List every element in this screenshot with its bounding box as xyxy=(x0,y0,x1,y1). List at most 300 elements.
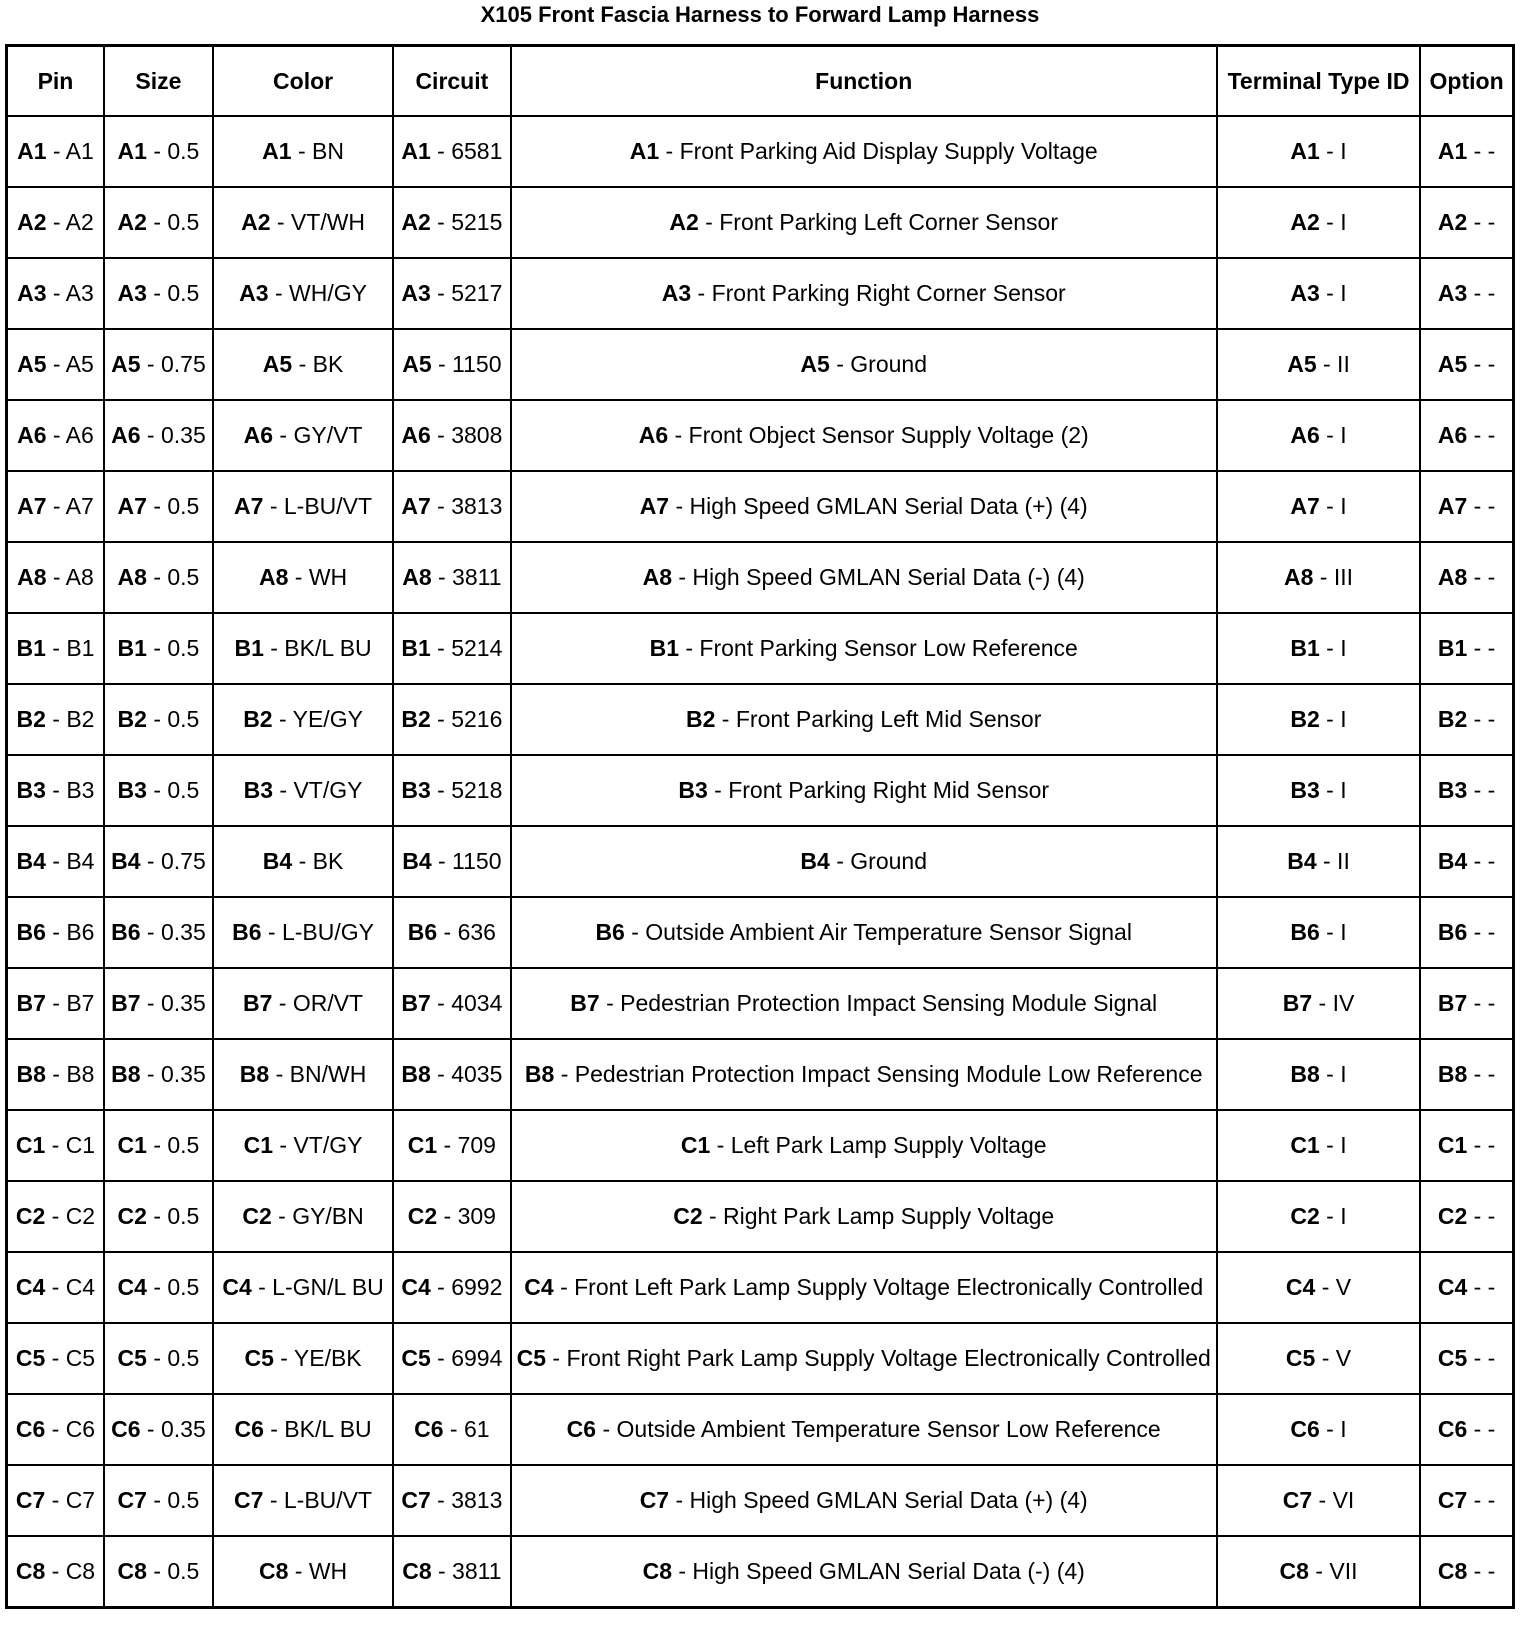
color-cell xyxy=(213,684,393,755)
cell-value: - Pedestrian Protection Impact Sensing Module Signal xyxy=(599,990,1158,1016)
cell-value: - BK xyxy=(292,351,344,377)
function-cell xyxy=(511,1110,1217,1181)
cavity-id: C5 xyxy=(401,1345,431,1371)
pin-cell xyxy=(7,1110,104,1181)
function-cell xyxy=(511,542,1217,613)
cell-value: - VT/GY xyxy=(273,777,363,803)
header-color: Color xyxy=(213,46,393,117)
header-size: Size xyxy=(104,46,213,117)
cavity-id: B2 xyxy=(16,706,46,732)
cavity-id: A6 xyxy=(243,422,274,448)
color-cell xyxy=(213,1039,393,1110)
cavity-id: C2 xyxy=(15,1203,46,1229)
cavity-id: C2 xyxy=(673,1203,703,1229)
pin-cell xyxy=(7,258,104,329)
cavity-id: A5 xyxy=(800,351,830,377)
cavity-id: B1 xyxy=(234,635,264,661)
cell-value: - Front Right Park Lamp Supply Voltage Electronically Controlled xyxy=(546,1345,1211,1371)
cell-value: - L-BU/VT xyxy=(263,1487,373,1513)
cell-value: - A7 xyxy=(46,493,94,519)
cell-value: - 61 xyxy=(443,1416,490,1442)
cell-value: - A3 xyxy=(46,280,94,306)
cavity-id: B6 xyxy=(111,919,141,945)
function-cell xyxy=(511,1394,1217,1465)
function-cell xyxy=(511,471,1217,542)
size-cell xyxy=(104,542,213,613)
cavity-id: B6 xyxy=(407,919,438,945)
cell-value: - I xyxy=(1319,919,1347,945)
size-cell xyxy=(104,684,213,755)
cavity-id: A2 xyxy=(17,209,47,235)
cell-value: - VT/GY xyxy=(273,1132,363,1158)
terminal-type-cell xyxy=(1217,1465,1420,1536)
cavity-id: C8 xyxy=(642,1558,672,1584)
cell-value: - YE/GY xyxy=(272,706,363,732)
cavity-id: B7 xyxy=(1282,990,1313,1016)
color-cell xyxy=(213,1536,393,1608)
cavity-id: A2 xyxy=(401,209,431,235)
cavity-id: B4 xyxy=(111,848,141,874)
cell-value: - V xyxy=(1315,1345,1352,1371)
color-cell xyxy=(213,897,393,968)
function-cell xyxy=(511,258,1217,329)
size-cell xyxy=(104,1465,213,1536)
cell-value: - 0.5 xyxy=(146,706,200,732)
terminal-type-cell xyxy=(1217,1039,1420,1110)
cavity-id: A3 xyxy=(17,280,47,306)
function-cell xyxy=(511,329,1217,400)
cell-value: - Front Object Sensor Supply Voltage (2) xyxy=(668,422,1089,448)
function-cell xyxy=(511,1536,1217,1608)
cell-value: - 0.5 xyxy=(146,1132,200,1158)
cavity-id: A8 xyxy=(117,564,147,590)
terminal-type-cell xyxy=(1217,1110,1420,1181)
table-row xyxy=(7,968,1514,1039)
cell-value: - A5 xyxy=(46,351,94,377)
cavity-id: B8 xyxy=(1437,1061,1468,1087)
cavity-id: A6 xyxy=(638,422,669,448)
cell-value: - C1 xyxy=(45,1132,96,1158)
size-cell xyxy=(104,1394,213,1465)
cell-value: - - xyxy=(1467,1487,1496,1513)
table-row xyxy=(7,1252,1514,1323)
cell-value: - Pedestrian Protection Impact Sensing Module Low Reference xyxy=(554,1061,1203,1087)
cell-value: - 0.5 xyxy=(146,1487,200,1513)
cell-value: - Front Parking Right Mid Sensor xyxy=(707,777,1050,803)
cell-value: - B8 xyxy=(45,1061,95,1087)
terminal-type-cell xyxy=(1217,542,1420,613)
cavity-id: A7 xyxy=(234,493,264,519)
circuit-cell xyxy=(393,471,510,542)
pin-cell xyxy=(7,1536,104,1608)
cell-value: - - xyxy=(1467,1274,1496,1300)
cell-value: - - xyxy=(1467,706,1496,732)
cell-value: - 1150 xyxy=(431,351,502,377)
cavity-id: C5 xyxy=(15,1345,46,1371)
function-cell xyxy=(511,968,1217,1039)
circuit-cell xyxy=(393,1252,510,1323)
table-row xyxy=(7,897,1514,968)
cell-value: - BN/WH xyxy=(269,1061,367,1087)
terminal-type-cell xyxy=(1217,471,1420,542)
cell-value: - L-BU/VT xyxy=(263,493,373,519)
cavity-id: B2 xyxy=(686,706,716,732)
pin-cell xyxy=(7,329,104,400)
cavity-id: C8 xyxy=(1437,1558,1468,1584)
cell-value: - 3811 xyxy=(431,564,502,590)
terminal-type-cell xyxy=(1217,897,1420,968)
cavity-id: B1 xyxy=(649,635,679,661)
cavity-id: C7 xyxy=(234,1487,264,1513)
cell-value: - - xyxy=(1467,635,1496,661)
cavity-id: B3 xyxy=(243,777,274,803)
cavity-id: B3 xyxy=(401,777,431,803)
cavity-id: A8 xyxy=(1284,564,1314,590)
color-cell xyxy=(213,542,393,613)
cavity-id: C5 xyxy=(1285,1345,1316,1371)
cell-value: - Front Parking Aid Display Supply Voltage xyxy=(659,138,1098,164)
cell-value: - 0.5 xyxy=(146,493,200,519)
cavity-id: A3 xyxy=(1437,280,1468,306)
cavity-id: C2 xyxy=(407,1203,438,1229)
option-cell xyxy=(1420,329,1513,400)
cavity-id: C1 xyxy=(1437,1132,1468,1158)
cell-value: - C6 xyxy=(45,1416,96,1442)
cavity-id: B1 xyxy=(401,635,431,661)
cavity-id: B3 xyxy=(117,777,147,803)
cavity-id: C5 xyxy=(516,1345,547,1371)
cavity-id: B7 xyxy=(111,990,141,1016)
table-row xyxy=(7,1536,1514,1608)
table-row xyxy=(7,613,1514,684)
cavity-id: C6 xyxy=(1290,1416,1320,1442)
color-cell xyxy=(213,1465,393,1536)
option-cell xyxy=(1420,1536,1513,1608)
cavity-id: A1 xyxy=(1290,138,1320,164)
cavity-id: B7 xyxy=(16,990,46,1016)
cavity-id: A3 xyxy=(661,280,692,306)
table-row xyxy=(7,187,1514,258)
table-row xyxy=(7,400,1514,471)
cell-value: - YE/BK xyxy=(273,1345,362,1371)
cavity-id: C6 xyxy=(414,1416,444,1442)
header-pin: Pin xyxy=(7,46,104,117)
cavity-id: B4 xyxy=(16,848,46,874)
cavity-id: C2 xyxy=(117,1203,147,1229)
cell-value: - I xyxy=(1319,1061,1347,1087)
cell-value: - - xyxy=(1467,919,1496,945)
header-circuit: Circuit xyxy=(393,46,510,117)
size-cell xyxy=(104,613,213,684)
color-cell xyxy=(213,471,393,542)
size-cell xyxy=(104,1323,213,1394)
cavity-id: A5 xyxy=(17,351,47,377)
cell-value: - B1 xyxy=(45,635,95,661)
cavity-id: C2 xyxy=(1290,1203,1320,1229)
table-row xyxy=(7,542,1514,613)
circuit-cell xyxy=(393,1181,510,1252)
cell-value: - I xyxy=(1319,209,1347,235)
cell-value: - 0.35 xyxy=(140,422,206,448)
cell-value: - Front Parking Sensor Low Reference xyxy=(678,635,1078,661)
cell-value: - - xyxy=(1467,564,1496,590)
terminal-type-cell xyxy=(1217,613,1420,684)
cavity-id: C6 xyxy=(1437,1416,1468,1442)
circuit-cell xyxy=(393,897,510,968)
table-body xyxy=(7,116,1514,1608)
cavity-id: A2 xyxy=(1437,209,1468,235)
cavity-id: B2 xyxy=(1437,706,1468,732)
cell-value: - Left Park Lamp Supply Voltage xyxy=(710,1132,1047,1158)
option-cell xyxy=(1420,1252,1513,1323)
cavity-id: C6 xyxy=(15,1416,46,1442)
cell-value: - 0.75 xyxy=(140,351,206,377)
cell-value: - 0.5 xyxy=(146,1274,200,1300)
cell-value: - 5218 xyxy=(430,777,503,803)
circuit-cell xyxy=(393,826,510,897)
cavity-id: A8 xyxy=(258,564,289,590)
cell-value: - 4035 xyxy=(430,1061,503,1087)
size-cell xyxy=(104,329,213,400)
cavity-id: A8 xyxy=(642,564,672,590)
circuit-cell xyxy=(393,542,510,613)
cell-value: - GY/BN xyxy=(271,1203,364,1229)
table-row xyxy=(7,1394,1514,1465)
cavity-id: C7 xyxy=(1437,1487,1468,1513)
cavity-id: A1 xyxy=(17,138,47,164)
cavity-id: A6 xyxy=(1437,422,1468,448)
cell-value: - High Speed GMLAN Serial Data (+) (4) xyxy=(669,493,1088,519)
cavity-id: C2 xyxy=(242,1203,272,1229)
cell-value: - 0.35 xyxy=(140,990,206,1016)
cell-value: - 6994 xyxy=(430,1345,503,1371)
header-option: Option xyxy=(1420,46,1513,117)
size-cell xyxy=(104,1039,213,1110)
cell-value: - - xyxy=(1467,1203,1496,1229)
cell-value: - C2 xyxy=(45,1203,96,1229)
cavity-id: B4 xyxy=(1287,848,1317,874)
cell-value: - L-BU/GY xyxy=(261,919,374,945)
cavity-id: A1 xyxy=(629,138,660,164)
cavity-id: B3 xyxy=(16,777,46,803)
cell-value: - BK/L BU xyxy=(263,1416,372,1442)
function-cell xyxy=(511,1465,1217,1536)
size-cell xyxy=(104,755,213,826)
pin-cell xyxy=(7,613,104,684)
cell-value: - II xyxy=(1316,351,1350,377)
circuit-cell xyxy=(393,329,510,400)
size-cell xyxy=(104,1536,213,1608)
cavity-id: A5 xyxy=(1437,351,1468,377)
cavity-id: A2 xyxy=(669,209,699,235)
cavity-id: B8 xyxy=(16,1061,46,1087)
cell-value: - Front Parking Right Corner Sensor xyxy=(691,280,1066,306)
cell-value: - I xyxy=(1319,138,1347,164)
cavity-id: B1 xyxy=(1290,635,1320,661)
function-cell xyxy=(511,1323,1217,1394)
cavity-id: C8 xyxy=(117,1558,147,1584)
cell-value: - 0.5 xyxy=(146,1345,200,1371)
cavity-id: A3 xyxy=(117,280,147,306)
table-row xyxy=(7,116,1514,187)
cell-value: - - xyxy=(1467,1558,1496,1584)
option-cell xyxy=(1420,258,1513,329)
connector-table xyxy=(5,44,1515,1609)
circuit-cell xyxy=(393,613,510,684)
cell-value: - I xyxy=(1319,1416,1347,1442)
cell-value: - 5216 xyxy=(430,706,503,732)
cell-value: - 0.5 xyxy=(146,564,200,590)
cavity-id: A7 xyxy=(639,493,670,519)
terminal-type-cell xyxy=(1217,1536,1420,1608)
cavity-id: B2 xyxy=(243,706,273,732)
terminal-type-cell xyxy=(1217,329,1420,400)
circuit-cell xyxy=(393,968,510,1039)
cell-value: - 3811 xyxy=(431,1558,502,1584)
pin-cell xyxy=(7,471,104,542)
cavity-id: B1 xyxy=(16,635,46,661)
circuit-cell xyxy=(393,1110,510,1181)
cavity-id: B6 xyxy=(1437,919,1468,945)
terminal-type-cell xyxy=(1217,116,1420,187)
cell-value: - - xyxy=(1467,209,1496,235)
cavity-id: C4 xyxy=(401,1274,431,1300)
cell-value: - 309 xyxy=(437,1203,496,1229)
cell-value: - C5 xyxy=(45,1345,96,1371)
cavity-id: A6 xyxy=(111,422,141,448)
option-cell xyxy=(1420,400,1513,471)
cell-value: - Outside Ambient Air Temperature Sensor Signal xyxy=(624,919,1132,945)
cavity-id: A7 xyxy=(1290,493,1320,519)
table-row xyxy=(7,684,1514,755)
cavity-id: B4 xyxy=(402,848,432,874)
circuit-cell xyxy=(393,684,510,755)
cavity-id: B7 xyxy=(570,990,600,1016)
cell-value: - 0.5 xyxy=(146,777,200,803)
cell-value: - II xyxy=(1316,848,1350,874)
cavity-id: B6 xyxy=(595,919,625,945)
table-row xyxy=(7,1323,1514,1394)
circuit-cell xyxy=(393,258,510,329)
cell-value: - I xyxy=(1319,280,1347,306)
cell-value: - C7 xyxy=(45,1487,96,1513)
option-cell xyxy=(1420,755,1513,826)
circuit-cell xyxy=(393,116,510,187)
function-cell xyxy=(511,187,1217,258)
cavity-id: C4 xyxy=(117,1274,147,1300)
cavity-id: A8 xyxy=(17,564,47,590)
cell-value: - IV xyxy=(1312,990,1355,1016)
cavity-id: C7 xyxy=(401,1487,431,1513)
size-cell xyxy=(104,258,213,329)
cell-value: - B3 xyxy=(45,777,95,803)
cavity-id: A5 xyxy=(262,351,293,377)
size-cell xyxy=(104,187,213,258)
function-cell xyxy=(511,1252,1217,1323)
function-cell xyxy=(511,1181,1217,1252)
option-cell xyxy=(1420,897,1513,968)
cell-value: - I xyxy=(1319,422,1347,448)
option-cell xyxy=(1420,968,1513,1039)
cell-value: - 5215 xyxy=(430,209,503,235)
cavity-id: A5 xyxy=(1287,351,1317,377)
cavity-id: A7 xyxy=(1437,493,1468,519)
table-row xyxy=(7,1181,1514,1252)
cell-value: - Front Parking Left Mid Sensor xyxy=(715,706,1042,732)
option-cell xyxy=(1420,542,1513,613)
circuit-cell xyxy=(393,755,510,826)
cavity-id: A5 xyxy=(402,351,432,377)
cell-value: - 0.35 xyxy=(140,1416,206,1442)
pin-cell xyxy=(7,116,104,187)
header-row xyxy=(7,46,1514,117)
function-cell xyxy=(511,684,1217,755)
option-cell xyxy=(1420,1039,1513,1110)
pin-cell xyxy=(7,1323,104,1394)
circuit-cell xyxy=(393,1039,510,1110)
option-cell xyxy=(1420,613,1513,684)
cell-value: - 4034 xyxy=(430,990,503,1016)
cell-value: - V xyxy=(1315,1274,1352,1300)
cavity-id: C4 xyxy=(524,1274,554,1300)
cell-value: - I xyxy=(1319,777,1347,803)
cell-value: - 3813 xyxy=(430,493,503,519)
cell-value: - BK xyxy=(292,848,344,874)
cell-value: - A6 xyxy=(46,422,94,448)
option-cell xyxy=(1420,1323,1513,1394)
cell-value: - 0.5 xyxy=(146,280,200,306)
cell-value: - 0.5 xyxy=(146,1558,200,1584)
cavity-id: A7 xyxy=(401,493,431,519)
color-cell xyxy=(213,1394,393,1465)
color-cell xyxy=(213,968,393,1039)
color-cell xyxy=(213,826,393,897)
cell-value: - Right Park Lamp Supply Voltage xyxy=(702,1203,1055,1229)
circuit-cell xyxy=(393,1536,510,1608)
cavity-id: A1 xyxy=(262,138,292,164)
function-cell xyxy=(511,897,1217,968)
option-cell xyxy=(1420,187,1513,258)
cell-value: - I xyxy=(1319,1203,1347,1229)
option-cell xyxy=(1420,826,1513,897)
pin-cell xyxy=(7,542,104,613)
size-cell xyxy=(104,116,213,187)
function-cell xyxy=(511,826,1217,897)
circuit-cell xyxy=(393,1465,510,1536)
option-cell xyxy=(1420,1394,1513,1465)
pin-cell xyxy=(7,1252,104,1323)
terminal-type-cell xyxy=(1217,826,1420,897)
option-cell xyxy=(1420,1465,1513,1536)
color-cell xyxy=(213,258,393,329)
cavity-id: B8 xyxy=(239,1061,270,1087)
cell-value: - B7 xyxy=(45,990,95,1016)
cell-value: - 0.5 xyxy=(146,138,200,164)
cell-value: - VT/WH xyxy=(270,209,366,235)
cell-value: - - xyxy=(1467,1345,1496,1371)
size-cell xyxy=(104,471,213,542)
cavity-id: B7 xyxy=(1437,990,1468,1016)
cavity-id: B1 xyxy=(117,635,147,661)
option-cell xyxy=(1420,116,1513,187)
cavity-id: B3 xyxy=(1437,777,1468,803)
circuit-cell xyxy=(393,1394,510,1465)
pin-cell xyxy=(7,826,104,897)
color-cell xyxy=(213,755,393,826)
cell-value: - - xyxy=(1467,1061,1496,1087)
function-cell xyxy=(511,116,1217,187)
cell-value: - 5214 xyxy=(430,635,503,661)
